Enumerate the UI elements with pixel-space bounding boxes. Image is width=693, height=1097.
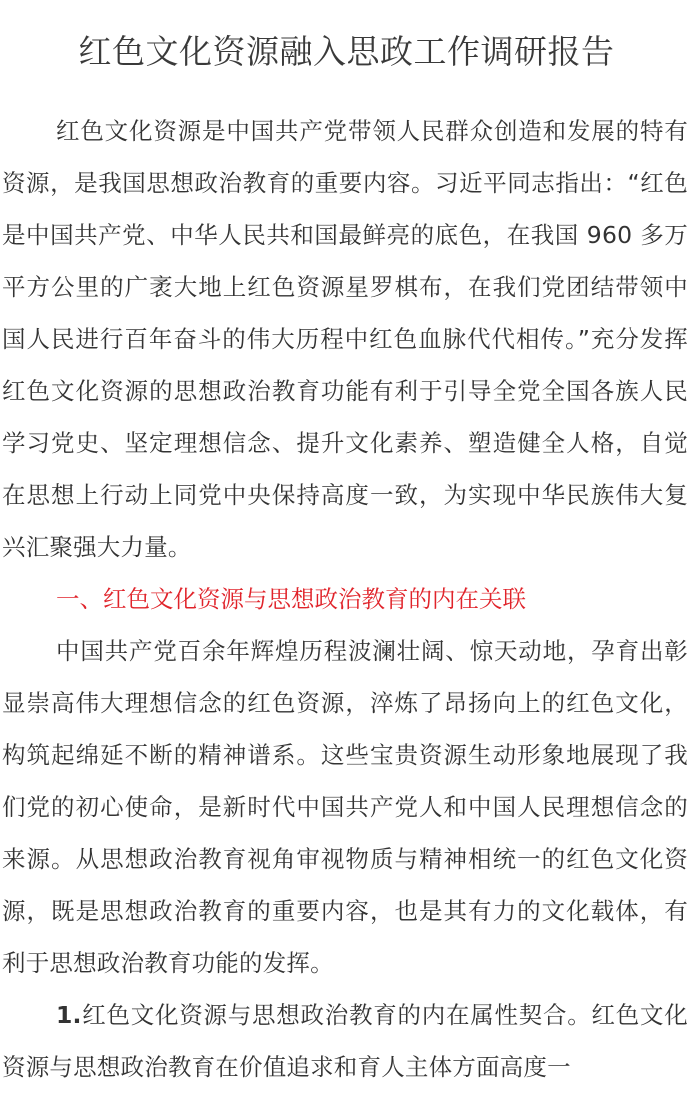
point-paragraph (2, 989, 688, 1093)
section-paragraph: 中国共产党百余年辉煌历程波澜壮阔、惊天动地，孕育出彰显崇高伟大理想信念的红色资源，淬炼了昂扬向上的红色文化，构筑起绵延不断的精神谱系。这些宝贵资源生动形象地展现了我们党的初心使命，是新时代中国共产党人和中国人民理想信念的来源。从思想政治教育视角审视物质与精神相统一的红色文化资源，既是思想政治教育的重要内容，也是其有力的文化载体，有利于思想政治教育功能的发挥。 (2, 637, 688, 977)
page-title: 红色文化资源融入思政工作调研报告 (78, 32, 615, 71)
section-heading: 一、红色文化资源与思想政治教育的内在关联 (56, 585, 526, 613)
article-body (2, 105, 688, 1093)
point-number: 1. (56, 1001, 82, 1029)
point-text: 红色文化资源与思想政治教育的内在属性契合。红色文化资源与思想政治教育在价值追求和育人主体方面高度一 (2, 1001, 688, 1081)
intro-paragraph: 红色文化资源是中国共产党带领人民群众创造和发展的特有资源，是我国思想政治教育的重要内容。习近平同志指出：“红色是中国共产党、中华人民共和国最鲜亮的底色，在我国 960 多万平方公里的广袤大地上红色资源星罗棋布，在我们党团结带领中国人民进行百年奋斗的伟大历程中红色血脉代代相传。”充分发挥红色文化资源的思想政治教育功能有利于引导全党全国各族人民学习党史、坚定理想信念、提升文化素养、塑造健全人格，自觉在思想上行动上同党中央保持高度一致，为实现中华民族伟大复兴汇聚强大力量。 (2, 117, 688, 561)
